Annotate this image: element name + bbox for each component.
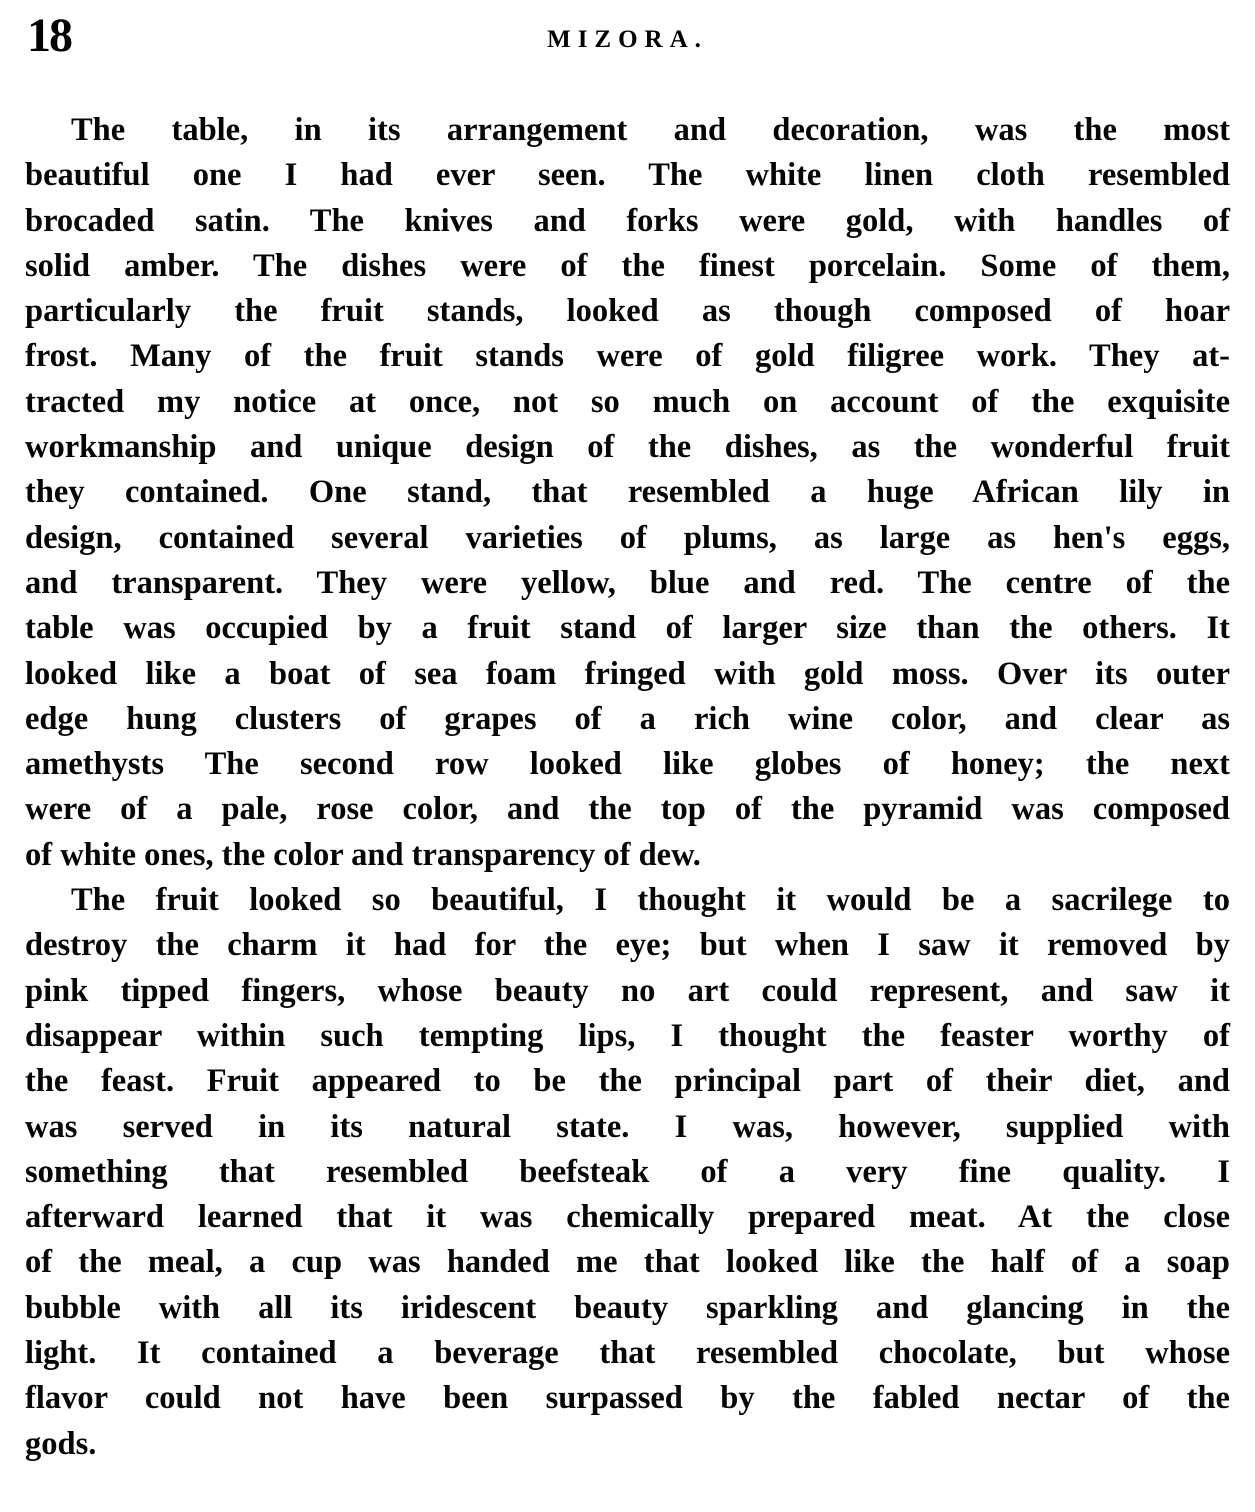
text-line: afterward learned that it was chemically prepared meat. At the close <box>25 1199 1230 1236</box>
text-line: was served in its natural state. I was, however, supplied with <box>25 1108 1230 1145</box>
text-line: of the meal, a cup was handed me that looked like the half of a soap <box>25 1244 1230 1281</box>
text-line: table was occupied by a fruit stand of larger size than the others. It <box>25 610 1230 647</box>
text-line: destroy the charm it had for the eye; but when I saw it removed by <box>25 927 1230 964</box>
text-line: were of a pale, rose color, and the top of the pyramid was composed <box>25 791 1230 828</box>
text-line: beautiful one I had ever seen. The white linen cloth resembled <box>25 157 1230 194</box>
text-line: the feast. Fruit appeared to be the principal part of their diet, and <box>25 1063 1230 1100</box>
text-line: light. It contained a beverage that resembled chocolate, but whose <box>25 1335 1230 1372</box>
page-body <box>25 108 1230 1467</box>
paragraph-1 <box>25 108 1230 878</box>
running-header: MIZORA. <box>547 26 708 53</box>
text-line: solid amber. The dishes were of the finest porcelain. Some of them, <box>25 247 1230 284</box>
text-line: brocaded satin. The knives and forks were gold, with handles of <box>25 202 1230 239</box>
text-line: workmanship and unique design of the dishes, as the wonderful fruit <box>25 429 1230 466</box>
page-number: 18 <box>27 9 71 62</box>
paragraph-2 <box>25 878 1230 1467</box>
text-line: they contained. One stand, that resembled a huge African lily in <box>25 474 1230 511</box>
text-line: frost. Many of the fruit stands were of gold filigree work. They at- <box>25 338 1230 375</box>
text-line: edge hung clusters of grapes of a rich wine color, and clear as <box>25 700 1230 737</box>
text-line: looked like a boat of sea foam fringed with gold moss. Over its outer <box>25 655 1230 692</box>
text-line: pink tipped fingers, whose beauty no art could represent, and saw it <box>25 972 1230 1009</box>
text-line: tracted my notice at once, not so much on account of the exquisite <box>25 383 1230 420</box>
text-line: design, contained several varieties of plums, as large as hen's eggs, <box>25 519 1230 556</box>
text-line: The table, in its arrangement and decoration, was the most <box>71 112 1230 148</box>
text-line: flavor could not have been surpassed by the fabled nectar of the <box>25 1380 1230 1417</box>
text-line: gods. <box>25 1425 97 1462</box>
text-line: and transparent. They were yellow, blue and red. The centre of the <box>25 564 1230 601</box>
text-line: of white ones, the color and transparency of dew. <box>25 836 701 873</box>
text-line: particularly the fruit stands, looked as though composed of hoar <box>25 293 1230 330</box>
text-line: something that resembled beefsteak of a very fine quality. I <box>25 1153 1230 1190</box>
text-line: bubble with all its iridescent beauty sparkling and glancing in the <box>25 1289 1230 1326</box>
text-line: The fruit looked so beautiful, I thought it would be a sacrilege to <box>71 882 1230 919</box>
text-line: disappear within such tempting lips, I thought the feaster worthy of <box>25 1017 1230 1054</box>
text-line: amethysts The second row looked like globes of honey; the next <box>25 746 1230 783</box>
